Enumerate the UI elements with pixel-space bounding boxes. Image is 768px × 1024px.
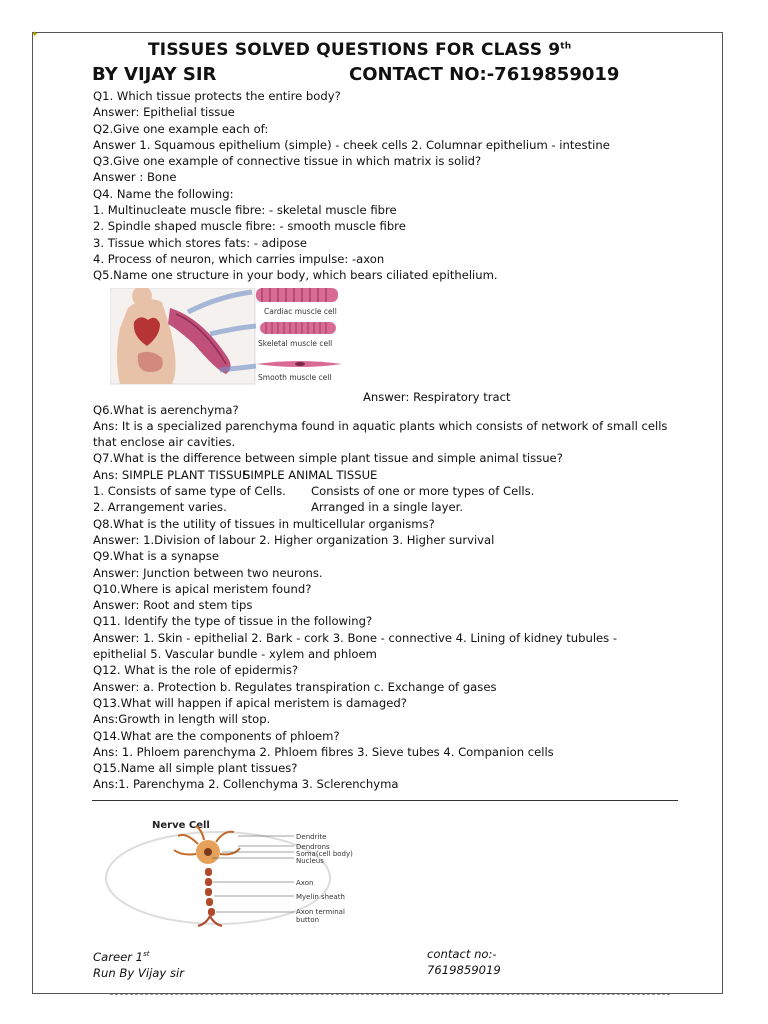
table-header-row xyxy=(93,467,683,483)
text-line: Answer 1. Squamous epithelium (simple) - cheek cells 2. Columnar epithelium - intestine xyxy=(93,137,610,152)
table-col-plant: SIMPLE PLANT TISSUE xyxy=(121,467,250,482)
horizontal-rule xyxy=(92,800,678,801)
document-title-sup: th xyxy=(560,41,572,52)
text-line: Q15.Name all simple plant tissues? xyxy=(93,761,298,776)
table-cell: 1. Consists of same type of Cells. xyxy=(93,484,286,499)
text-line: Q11. Identify the type of tissue in the following? xyxy=(93,614,373,629)
footer-contact-label: contact no:- xyxy=(427,947,497,961)
nucleus-shape xyxy=(204,848,212,856)
table-row xyxy=(93,499,683,515)
text-line: Q5.Name one structure in your body, which bears ciliated epithelium. xyxy=(93,268,498,283)
text-line: Q9.What is a synapse xyxy=(93,549,219,564)
text-line: Answer : Bone xyxy=(93,170,177,185)
table-cell: Consists of one or more types of Cells. xyxy=(311,484,535,499)
corner-mark-icon: ✦ xyxy=(31,30,39,40)
contact-line: CONTACT NO:-7619859019 xyxy=(349,64,620,85)
nerve-label: Soma(cell body) xyxy=(296,850,353,858)
bottom-tick-marks xyxy=(110,994,670,997)
qa-block-a xyxy=(93,88,683,284)
text-line: 4. Process of neuron, which carries impulse: -axon xyxy=(93,251,385,266)
text-line: Ans:1. Parenchyma 2. Collenchyma 3. Sclerenchyma xyxy=(93,777,399,792)
qa-body xyxy=(93,88,683,793)
text-line: Ans:Growth in length will stop. xyxy=(93,712,271,727)
nerve-label: Axon terminal xyxy=(296,908,345,916)
table-head-prefix: Ans: xyxy=(93,467,122,482)
author-line: BY VIJAY SIR xyxy=(92,64,217,85)
text-line: Q2.Give one example each of: xyxy=(93,121,269,136)
text-line: Answer: 1. Skin - epithelial 2. Bark - cork 3. Bone - connective 4. Lining of kidney tubules - xyxy=(93,630,618,645)
footer-right xyxy=(427,946,501,978)
text-line: Q4. Name the following: xyxy=(93,186,234,201)
nerve-label: Nucleus xyxy=(296,857,324,865)
answer-q5: Answer: Respiratory tract xyxy=(363,389,511,404)
text-line: Answer: 1.Division of labour 2. Higher organization 3. Higher survival xyxy=(93,532,495,547)
text-line: Ans: It is a specialized parenchyma found in aquatic plants which consists of network of small cells xyxy=(93,418,668,433)
text-line: 1. Multinucleate muscle fibre: - skeletal muscle fibre xyxy=(93,203,397,218)
footer-left xyxy=(93,946,184,981)
muscle-figure-block xyxy=(93,284,683,402)
myelin-sheath-segments xyxy=(205,868,215,916)
text-line: Q14.What are the components of phloem? xyxy=(93,728,340,743)
text-line: Q12. What is the role of epidermis? xyxy=(93,663,299,678)
footer-career: Career 1 xyxy=(93,949,144,964)
nerve-cell-title: Nerve Cell xyxy=(152,820,210,831)
document-title xyxy=(148,40,571,60)
text-line: Q6.What is aerenchyma? xyxy=(93,402,239,417)
nerve-label: button xyxy=(296,916,320,924)
text-line: epithelial 5. Vascular bundle - xylem and phloem xyxy=(93,647,377,662)
text-line: Answer: a. Protection b. Regulates transpiration c. Exchange of gases xyxy=(93,679,497,694)
table-col-animal: SIMPLE ANIMAL TISSUE xyxy=(243,467,378,482)
text-line: Q13.What will happen if apical meristem is damaged? xyxy=(93,695,407,710)
table-row xyxy=(93,483,683,499)
nerve-label: Myelin sheath xyxy=(296,893,345,901)
footer-run-by: Run By Vijay sir xyxy=(93,965,184,980)
text-line: Answer: Epithelial tissue xyxy=(93,105,235,120)
footer-career-sup: st xyxy=(143,950,150,958)
label-cardiac: Cardiac muscle cell xyxy=(264,306,337,316)
document-title-text: TISSUES SOLVED QUESTIONS FOR CLASS 9 xyxy=(148,40,561,60)
skeletal-cell xyxy=(260,322,336,334)
qa-block-b xyxy=(93,402,683,467)
text-line: that enclose air cavities. xyxy=(93,435,236,450)
text-line: Answer: Junction between two neurons. xyxy=(93,565,323,580)
nerve-label: Dendrons xyxy=(296,843,330,851)
leader-lines xyxy=(212,836,294,912)
label-skeletal: Skeletal muscle cell xyxy=(258,338,333,348)
footer-contact-number: 7619859019 xyxy=(427,963,501,977)
text-line: 2. Spindle shaped muscle fibre: - smooth muscle fibre xyxy=(93,219,406,234)
qa-block-c xyxy=(93,516,683,793)
label-smooth: Smooth muscle cell xyxy=(258,372,332,382)
text-line: Q8.What is the utility of tissues in multicellular organisms? xyxy=(93,516,435,531)
table-cell: Arranged in a single layer. xyxy=(311,500,464,515)
nerve-label: Dendrite xyxy=(296,833,327,841)
text-line: 3. Tissue which stores fats: - adipose xyxy=(93,235,307,250)
text-line: Ans: 1. Phloem parenchyma 2. Phloem fibres 3. Sieve tubes 4. Companion cells xyxy=(93,744,554,759)
muscle-cells-figure xyxy=(110,288,360,404)
text-line: Answer: Root and stem tips xyxy=(93,598,253,613)
nerve-label: Axon xyxy=(296,879,314,887)
nerve-cell-figure xyxy=(98,812,388,930)
text-line: Q3.Give one example of connective tissue in which matrix is solid? xyxy=(93,154,482,169)
text-line: Q7.What is the difference between simple plant tissue and simple animal tissue? xyxy=(93,451,563,466)
text-line: Q1. Which tissue protects the entire body? xyxy=(93,89,341,103)
table-cell: 2. Arrangement varies. xyxy=(93,500,227,515)
text-line: Q10.Where is apical meristem found? xyxy=(93,581,312,596)
